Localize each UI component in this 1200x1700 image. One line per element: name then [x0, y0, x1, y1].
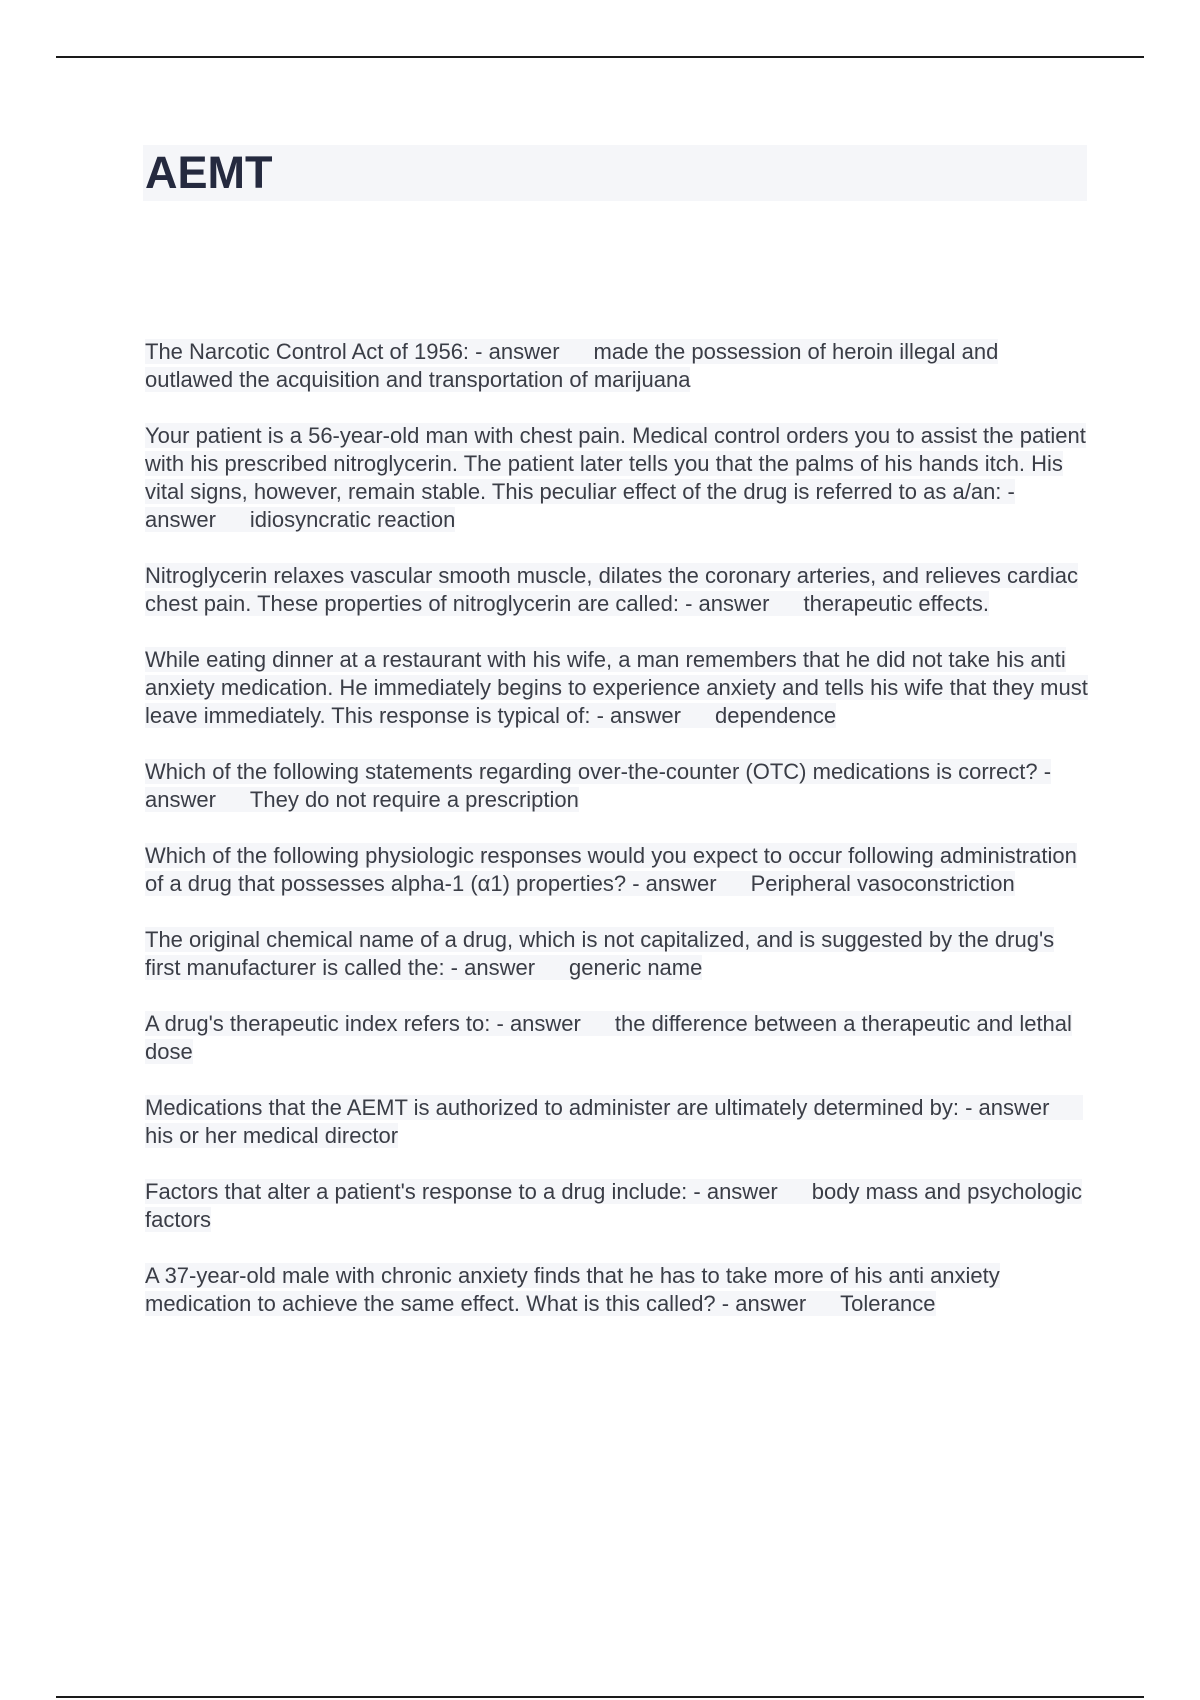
qa-answer: They do not require a prescription — [249, 787, 579, 812]
qa-answer: therapeutic effects. — [803, 591, 989, 616]
qa-question: Which of the following statements regarding over-the-counter (OTC) medications is correct? - answer — [145, 759, 1052, 812]
qa-answer: generic name — [569, 955, 703, 980]
qa-answer: Peripheral vasoconstriction — [750, 871, 1015, 896]
page-top-rule — [56, 56, 1144, 58]
qa-item — [145, 1010, 1089, 1066]
qa-item — [145, 338, 1089, 394]
qa-question: The Narcotic Control Act of 1956: - answer — [145, 339, 560, 364]
qa-item — [145, 1178, 1089, 1234]
page-title: AEMT — [145, 147, 273, 198]
title-block — [143, 145, 1087, 201]
qa-item — [145, 562, 1089, 618]
qa-item — [145, 842, 1089, 898]
page-bottom-rule — [56, 1696, 1144, 1698]
qa-question: The original chemical name of a drug, which is not capitalized, and is suggested by the drug's first manufacturer is called the: - answer — [145, 927, 1055, 980]
qa-answer: idiosyncratic reaction — [249, 507, 456, 532]
qa-answer: the difference between a therapeutic and lethal dose — [145, 1011, 1072, 1064]
qa-question: Which of the following physiologic responses would you expect to occur following administration of a drug that possesses alpha-1 (α1) properties? - answer — [145, 843, 1077, 896]
qa-item — [145, 758, 1089, 814]
qa-question: Factors that alter a patient's response to a drug include: - answer — [145, 1179, 778, 1204]
qa-answer: his or her medical director — [145, 1123, 399, 1148]
qa-question: A drug's therapeutic index refers to: - answer — [145, 1011, 581, 1036]
qa-question: Medications that the AEMT is authorized to administer are ultimately determined by: - answer — [145, 1095, 1050, 1120]
qa-item — [145, 1094, 1089, 1150]
qa-item — [145, 422, 1089, 534]
qa-item — [145, 646, 1089, 730]
qa-item — [145, 1262, 1089, 1318]
qa-item — [145, 926, 1089, 982]
qa-answer: Tolerance — [840, 1291, 936, 1316]
qa-question: While eating dinner at a restaurant with his wife, a man remembers that he did not take his anti anxiety medication. He immediately begins to experience anxiety and tells his wife that they must leave immediately. This response is typical of: - answer — [145, 647, 1088, 728]
qa-question: Nitroglycerin relaxes vascular smooth muscle, dilates the coronary arteries, and relieves cardiac chest pain. These properties of nitroglycerin are called: - answer — [145, 563, 1078, 616]
qa-list — [145, 338, 1089, 1346]
qa-answer: body mass and psychologic factors — [145, 1179, 1083, 1232]
qa-answer: dependence — [714, 703, 837, 728]
qa-question: Your patient is a 56-year-old man with chest pain. Medical control orders you to assist the patient with his prescribed nitroglycerin. The patient later tells you that the palms of his hands itch. His vital signs, however, remain stable. This peculiar effect of the drug is referred to as a/an: - answer — [145, 423, 1086, 532]
qa-question: A 37-year-old male with chronic anxiety finds that he has to take more of his anti anxiety medication to achieve the same effect. What is this called? - answer — [145, 1263, 1000, 1316]
qa-answer: made the possession of heroin illegal and outlawed the acquisition and transportation of marijuana — [145, 339, 999, 392]
